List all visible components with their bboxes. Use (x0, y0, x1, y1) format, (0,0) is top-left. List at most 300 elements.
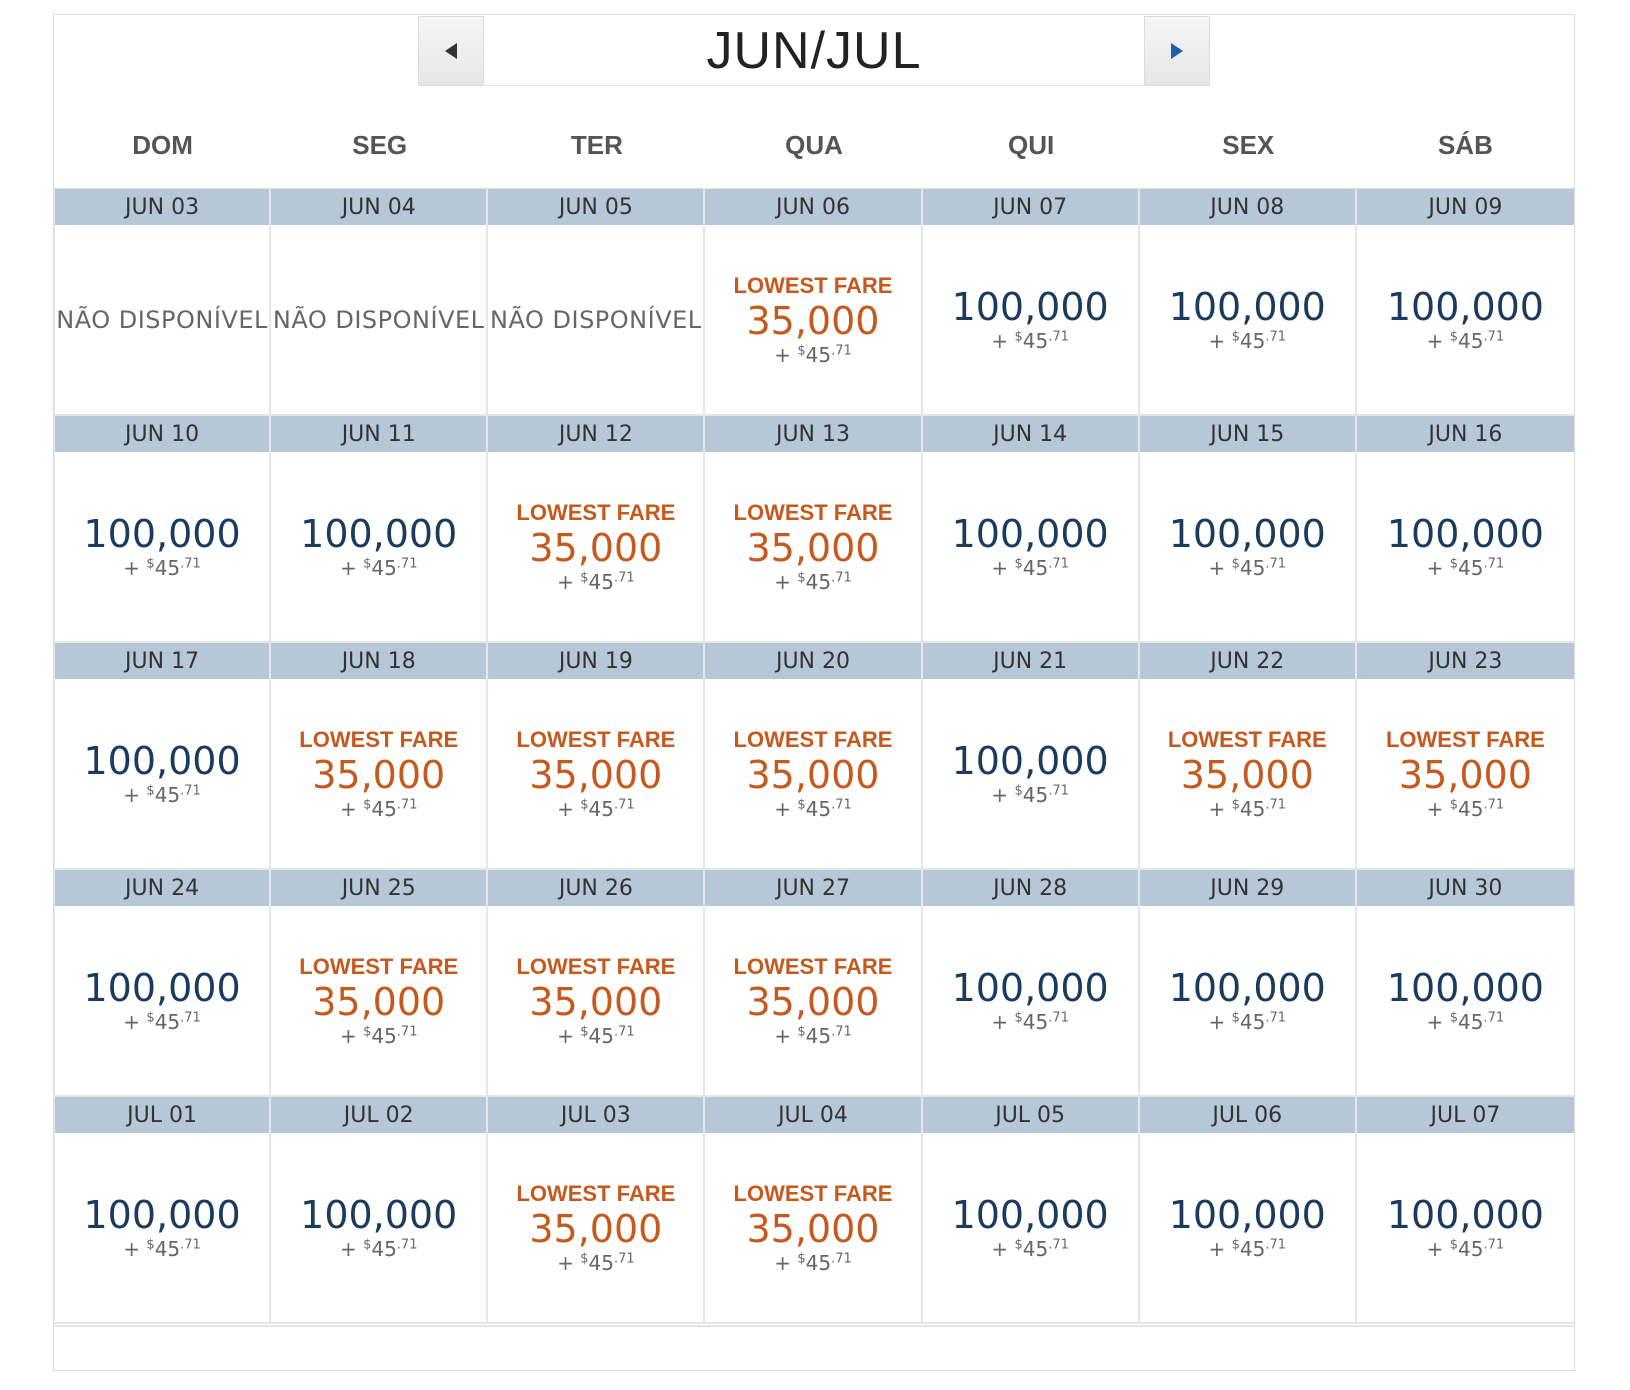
weekday-header (54, 110, 1574, 180)
fee-currency: $ (1449, 796, 1459, 812)
fee-currency: $ (363, 1023, 372, 1039)
fee-whole: 45 (1239, 796, 1266, 821)
day-date-label: JUN 19 (488, 643, 703, 679)
fee-amount (1209, 1237, 1287, 1261)
weekday-label: SÁB (1437, 129, 1493, 160)
fee-cents: .71 (180, 555, 201, 571)
fee-whole: 45 (154, 555, 181, 580)
fee-whole: 45 (371, 555, 397, 580)
fee-currency: $ (1231, 555, 1240, 571)
day-fare (271, 906, 486, 1095)
day-date-label: JUN 26 (488, 870, 703, 906)
fee-cents: .71 (396, 1236, 418, 1252)
fee-amount (991, 783, 1069, 807)
day-cell[interactable] (1140, 189, 1357, 416)
fee-amount (340, 1024, 418, 1048)
miles-amount: 35,000 (746, 1206, 880, 1251)
day-cell[interactable] (1357, 643, 1574, 870)
fee-amount (774, 343, 852, 367)
fee-cents: .71 (396, 555, 418, 571)
fee-currency: $ (1231, 328, 1240, 344)
fee-currency: $ (1449, 1236, 1459, 1252)
day-cell[interactable] (923, 643, 1140, 870)
day-cell[interactable] (271, 870, 488, 1097)
day-date-label: JUN 22 (1140, 643, 1355, 679)
fee-amount (1209, 556, 1287, 580)
lowest-fare-badge: LOWEST FARE (516, 1180, 676, 1206)
miles-amount: 100,000 (1168, 965, 1326, 1010)
day-cell[interactable] (488, 416, 705, 643)
day-date-label: JUN 08 (1140, 189, 1355, 225)
day-fare (705, 906, 920, 1095)
fee-amount (123, 1010, 201, 1034)
miles-amount: 100,000 (300, 511, 458, 556)
fee-currency: $ (363, 796, 372, 812)
day-fare (55, 906, 269, 1095)
day-fare (1357, 225, 1574, 414)
lowest-fare-badge: LOWEST FARE (516, 953, 676, 979)
day-fare (1357, 679, 1574, 868)
fee-whole: 45 (805, 1023, 832, 1048)
day-cell[interactable] (54, 643, 271, 870)
fee-amount (123, 1237, 201, 1261)
lowest-fare-badge: LOWEST FARE (733, 1180, 893, 1206)
fee-amount (557, 570, 635, 594)
lowest-fare-badge: LOWEST FARE (733, 726, 893, 752)
fee-currency: $ (580, 1250, 589, 1266)
fee-whole: 45 (1239, 1009, 1266, 1034)
fee-whole: 45 (154, 1236, 181, 1261)
fee-amount (1427, 797, 1505, 821)
fee-cents: .71 (1483, 1236, 1505, 1252)
fee-whole: 45 (805, 569, 832, 594)
miles-amount: 35,000 (529, 752, 663, 797)
day-fare (705, 225, 920, 414)
fee-currency: $ (1231, 796, 1240, 812)
fee-whole: 45 (371, 1236, 397, 1261)
miles-amount: 100,000 (951, 965, 1109, 1010)
fee-cents: .71 (613, 1250, 635, 1266)
miles-amount: 35,000 (746, 525, 880, 570)
lowest-fare-badge: LOWEST FARE (733, 953, 893, 979)
fee-amount (557, 1251, 635, 1275)
day-fare (488, 679, 703, 868)
fee-currency: $ (1231, 1236, 1240, 1252)
fee-prefix: + (123, 555, 147, 580)
fee-cents: .71 (831, 569, 852, 585)
fee-amount (991, 1010, 1069, 1034)
fee-whole: 45 (805, 796, 832, 821)
fee-whole: 45 (1458, 1009, 1484, 1034)
miles-amount: 35,000 (1180, 752, 1314, 797)
fee-currency: $ (797, 342, 806, 358)
fee-amount (991, 1237, 1069, 1261)
fee-prefix: + (1426, 555, 1450, 580)
day-date-label: JUN 27 (705, 870, 920, 906)
day-cell (271, 189, 488, 416)
day-fare (923, 225, 1138, 414)
day-cell[interactable] (54, 870, 271, 1097)
fee-amount (557, 797, 635, 821)
day-fare (488, 225, 703, 414)
fee-whole: 45 (1022, 555, 1049, 580)
day-cell[interactable] (1357, 189, 1574, 416)
fee-whole: 45 (588, 569, 614, 594)
fee-cents: .71 (1048, 328, 1069, 344)
fee-currency: $ (580, 1023, 589, 1039)
day-date-label: JUN 11 (271, 416, 486, 452)
day-cell[interactable] (1357, 416, 1574, 643)
fee-currency: $ (1014, 555, 1023, 571)
fee-cents: .71 (831, 342, 852, 358)
day-cell[interactable] (488, 643, 705, 870)
fee-cents: .71 (1483, 555, 1505, 571)
fee-prefix: + (1208, 1236, 1232, 1261)
miles-amount: 100,000 (1386, 284, 1544, 329)
day-cell[interactable] (923, 416, 1140, 643)
miles-amount: 100,000 (951, 1192, 1109, 1237)
day-cell[interactable] (488, 1097, 705, 1324)
fee-currency: $ (146, 555, 155, 571)
weekday-label: QUI (1008, 129, 1055, 160)
fee-amount (991, 556, 1069, 580)
day-fare (923, 906, 1138, 1095)
miles-amount: 100,000 (951, 284, 1109, 329)
day-cell[interactable] (923, 1097, 1140, 1324)
fee-whole: 45 (1022, 1009, 1049, 1034)
day-date-label: JUN 29 (1140, 870, 1355, 906)
fee-cents: .71 (1265, 328, 1287, 344)
day-cell[interactable] (271, 643, 488, 870)
fee-prefix: + (774, 1250, 798, 1275)
day-fare (1140, 225, 1355, 414)
fee-cents: .71 (1048, 782, 1069, 798)
fee-whole: 45 (1458, 328, 1484, 353)
miles-amount: 100,000 (1386, 1192, 1544, 1237)
fee-currency: $ (1014, 1009, 1023, 1025)
fee-prefix: + (557, 796, 581, 821)
fee-prefix: + (774, 1023, 798, 1048)
day-cell[interactable] (705, 416, 922, 643)
fee-whole: 45 (588, 1023, 614, 1048)
previous-month-button[interactable] (418, 16, 484, 86)
miles-amount: 100,000 (951, 738, 1109, 783)
day-date-label: JUN 18 (271, 643, 486, 679)
fee-whole: 45 (1022, 1236, 1049, 1261)
fee-cents: .71 (396, 796, 418, 812)
fee-amount (1209, 797, 1287, 821)
fee-whole: 45 (1458, 1236, 1484, 1261)
fee-currency: $ (146, 1236, 155, 1252)
fee-prefix: + (557, 1023, 581, 1048)
fee-prefix: + (339, 1236, 364, 1261)
triangle-left-icon (445, 43, 457, 59)
day-fare (55, 452, 269, 641)
fee-cents: .71 (831, 1250, 852, 1266)
day-date-label: JUL 07 (1357, 1097, 1574, 1133)
day-fare (55, 679, 269, 868)
miles-amount: 35,000 (529, 525, 663, 570)
fee-amount (774, 797, 852, 821)
month-navigation (418, 16, 1210, 86)
fee-cents: .71 (180, 1009, 201, 1025)
fee-prefix: + (123, 1236, 147, 1261)
miles-amount: 100,000 (1386, 965, 1544, 1010)
fee-prefix: + (1426, 328, 1450, 353)
day-date-label: JUN 24 (55, 870, 269, 906)
day-cell[interactable] (923, 870, 1140, 1097)
day-fare (1357, 452, 1574, 641)
fee-whole: 45 (805, 1250, 832, 1275)
fee-cents: .71 (613, 569, 635, 585)
miles-amount: 100,000 (83, 1192, 241, 1237)
fee-whole: 45 (1239, 328, 1266, 353)
day-date-label: JUN 06 (705, 189, 920, 225)
fee-amount (991, 329, 1069, 353)
fee-currency: $ (1449, 555, 1459, 571)
fee-prefix: + (339, 555, 364, 580)
day-cell (54, 189, 271, 416)
fee-prefix: + (1426, 1236, 1450, 1261)
day-cell[interactable] (705, 643, 922, 870)
fee-prefix: + (991, 782, 1015, 807)
fee-whole: 45 (1458, 555, 1484, 580)
day-date-label: JUN 16 (1357, 416, 1574, 452)
day-date-label: JUN 12 (488, 416, 703, 452)
fee-amount (123, 783, 201, 807)
fee-prefix: + (123, 1009, 147, 1034)
day-fare (55, 225, 269, 414)
day-date-label: JUL 05 (923, 1097, 1138, 1133)
lowest-fare-badge: LOWEST FARE (516, 499, 676, 525)
fee-cents: .71 (1265, 1009, 1287, 1025)
fee-prefix: + (1208, 1009, 1232, 1034)
weekday-label: SEX (1222, 129, 1275, 160)
day-date-label: JUN 05 (488, 189, 703, 225)
fee-currency: $ (580, 796, 589, 812)
fee-prefix: + (991, 328, 1015, 353)
miles-amount: 35,000 (312, 752, 446, 797)
weekday-label: TER (570, 129, 623, 160)
fee-whole: 45 (154, 782, 181, 807)
fee-whole: 45 (588, 796, 614, 821)
lowest-fare-badge: LOWEST FARE (733, 272, 893, 298)
lowest-fare-badge: LOWEST FARE (299, 953, 459, 979)
fee-cents: .71 (831, 796, 852, 812)
fee-whole: 45 (588, 1250, 614, 1275)
miles-amount: 35,000 (746, 979, 880, 1024)
day-cell[interactable] (271, 416, 488, 643)
day-date-label: JUN 21 (923, 643, 1138, 679)
day-cell[interactable] (54, 1097, 271, 1324)
fee-amount (123, 556, 201, 580)
day-fare (705, 452, 920, 641)
fee-amount (340, 556, 418, 580)
day-cell[interactable] (1140, 643, 1357, 870)
fee-prefix: + (774, 569, 798, 594)
not-available-label: NÃO DISPONÍVEL (272, 305, 485, 334)
fee-prefix: + (123, 782, 147, 807)
miles-amount: 100,000 (300, 1192, 458, 1237)
miles-amount: 100,000 (83, 738, 241, 783)
day-date-label: JUL 02 (271, 1097, 486, 1133)
fee-prefix: + (774, 342, 798, 367)
day-fare (271, 679, 486, 868)
day-date-label: JUN 17 (55, 643, 269, 679)
fee-prefix: + (1426, 796, 1450, 821)
day-cell[interactable] (1357, 1097, 1574, 1324)
miles-amount: 35,000 (1398, 752, 1532, 797)
day-date-label: JUN 15 (1140, 416, 1355, 452)
miles-amount: 100,000 (83, 965, 241, 1010)
fee-currency: $ (797, 569, 806, 585)
day-cell[interactable] (705, 870, 922, 1097)
fee-prefix: + (557, 569, 581, 594)
fee-cents: .71 (1483, 328, 1505, 344)
day-cell[interactable] (488, 870, 705, 1097)
day-cell[interactable] (1357, 870, 1574, 1097)
day-cell[interactable] (705, 189, 922, 416)
fee-cents: .71 (1048, 1236, 1069, 1252)
day-cell[interactable] (1140, 416, 1357, 643)
calendar-footer-divider (54, 1325, 1574, 1327)
fee-whole: 45 (1022, 782, 1049, 807)
fee-amount (1209, 1010, 1287, 1034)
miles-amount: 100,000 (1168, 511, 1326, 556)
fee-cents: .71 (1483, 1009, 1505, 1025)
fee-cents: .71 (1265, 1236, 1287, 1252)
fee-whole: 45 (154, 1009, 181, 1034)
day-fare (488, 1133, 703, 1322)
fee-whole: 45 (1022, 328, 1049, 353)
fee-whole: 45 (805, 342, 832, 367)
fee-currency: $ (1449, 1009, 1459, 1025)
lowest-fare-badge: LOWEST FARE (733, 499, 893, 525)
fee-whole: 45 (371, 796, 397, 821)
day-cell[interactable] (923, 189, 1140, 416)
day-date-label: JUL 04 (705, 1097, 920, 1133)
fee-prefix: + (991, 1009, 1015, 1034)
day-cell[interactable] (54, 416, 271, 643)
day-fare (705, 1133, 920, 1322)
fee-currency: $ (797, 1023, 806, 1039)
day-date-label: JUN 20 (705, 643, 920, 679)
day-fare (271, 452, 486, 641)
fee-currency: $ (1231, 1009, 1240, 1025)
triangle-right-icon (1171, 43, 1183, 59)
fee-whole: 45 (1458, 796, 1484, 821)
fee-whole: 45 (1239, 555, 1266, 580)
next-month-button[interactable] (1144, 16, 1210, 86)
day-fare (923, 679, 1138, 868)
day-fare (705, 679, 920, 868)
fee-amount (1209, 329, 1287, 353)
day-cell[interactable] (271, 1097, 488, 1324)
fee-cents: .71 (613, 796, 635, 812)
fee-amount (1427, 556, 1505, 580)
fee-amount (340, 797, 418, 821)
fee-amount (1427, 1237, 1505, 1261)
fee-amount (774, 570, 852, 594)
fee-currency: $ (363, 1236, 372, 1252)
fee-amount (774, 1251, 852, 1275)
miles-amount: 100,000 (1386, 511, 1544, 556)
fee-whole: 45 (371, 1023, 397, 1048)
fee-currency: $ (146, 782, 155, 798)
fee-prefix: + (339, 796, 364, 821)
fee-prefix: + (1208, 555, 1232, 580)
fee-currency: $ (580, 569, 589, 585)
day-cell[interactable] (705, 1097, 922, 1324)
fee-cents: .71 (1483, 796, 1505, 812)
fee-cents: .71 (180, 1236, 201, 1252)
fee-cents: .71 (831, 1023, 852, 1039)
fee-cents: .71 (1048, 555, 1069, 571)
day-date-label: JUN 23 (1357, 643, 1574, 679)
day-fare (923, 452, 1138, 641)
day-fare (55, 1133, 269, 1322)
fee-cents: .71 (1265, 555, 1287, 571)
lowest-fare-badge: LOWEST FARE (299, 726, 459, 752)
day-fare (1140, 452, 1355, 641)
day-fare (1140, 1133, 1355, 1322)
fee-amount (340, 1237, 418, 1261)
fee-amount (1427, 1010, 1505, 1034)
day-cell[interactable] (1140, 870, 1357, 1097)
weekday-label: SEG (352, 129, 408, 160)
day-date-label: JUN 10 (55, 416, 269, 452)
day-date-label: JUN 28 (923, 870, 1138, 906)
lowest-fare-badge: LOWEST FARE (1385, 726, 1545, 752)
fee-whole: 45 (1239, 1236, 1266, 1261)
day-fare (1357, 1133, 1574, 1322)
day-cell (488, 189, 705, 416)
fee-currency: $ (1014, 1236, 1023, 1252)
day-date-label: JUL 03 (488, 1097, 703, 1133)
fee-cents: .71 (613, 1023, 635, 1039)
day-date-label: JUN 14 (923, 416, 1138, 452)
day-fare (271, 1133, 486, 1322)
day-fare (1140, 679, 1355, 868)
not-available-label: NÃO DISPONÍVEL (490, 305, 702, 334)
fee-prefix: + (1208, 796, 1232, 821)
fee-currency: $ (1014, 328, 1023, 344)
miles-amount: 100,000 (1168, 1192, 1326, 1237)
day-fare (1357, 906, 1574, 1095)
day-fare (1140, 906, 1355, 1095)
miles-amount: 35,000 (529, 979, 663, 1024)
day-cell[interactable] (1140, 1097, 1357, 1324)
day-fare (488, 452, 703, 641)
fee-currency: $ (146, 1009, 155, 1025)
fee-prefix: + (339, 1023, 364, 1048)
day-date-label: JUN 30 (1357, 870, 1574, 906)
fee-amount (557, 1024, 635, 1048)
fee-cents: .71 (396, 1023, 418, 1039)
day-date-label: JUN 04 (271, 189, 486, 225)
day-date-label: JUN 25 (271, 870, 486, 906)
miles-amount: 100,000 (1168, 284, 1326, 329)
fee-amount (1427, 329, 1505, 353)
day-date-label: JUL 06 (1140, 1097, 1355, 1133)
fee-currency: $ (797, 1250, 806, 1266)
month-title: JUN/JUL (484, 16, 1144, 86)
fee-prefix: + (774, 796, 798, 821)
fee-cents: .71 (1048, 1009, 1069, 1025)
day-date-label: JUN 13 (705, 416, 920, 452)
fee-prefix: + (1426, 1009, 1450, 1034)
miles-amount: 35,000 (312, 979, 446, 1024)
